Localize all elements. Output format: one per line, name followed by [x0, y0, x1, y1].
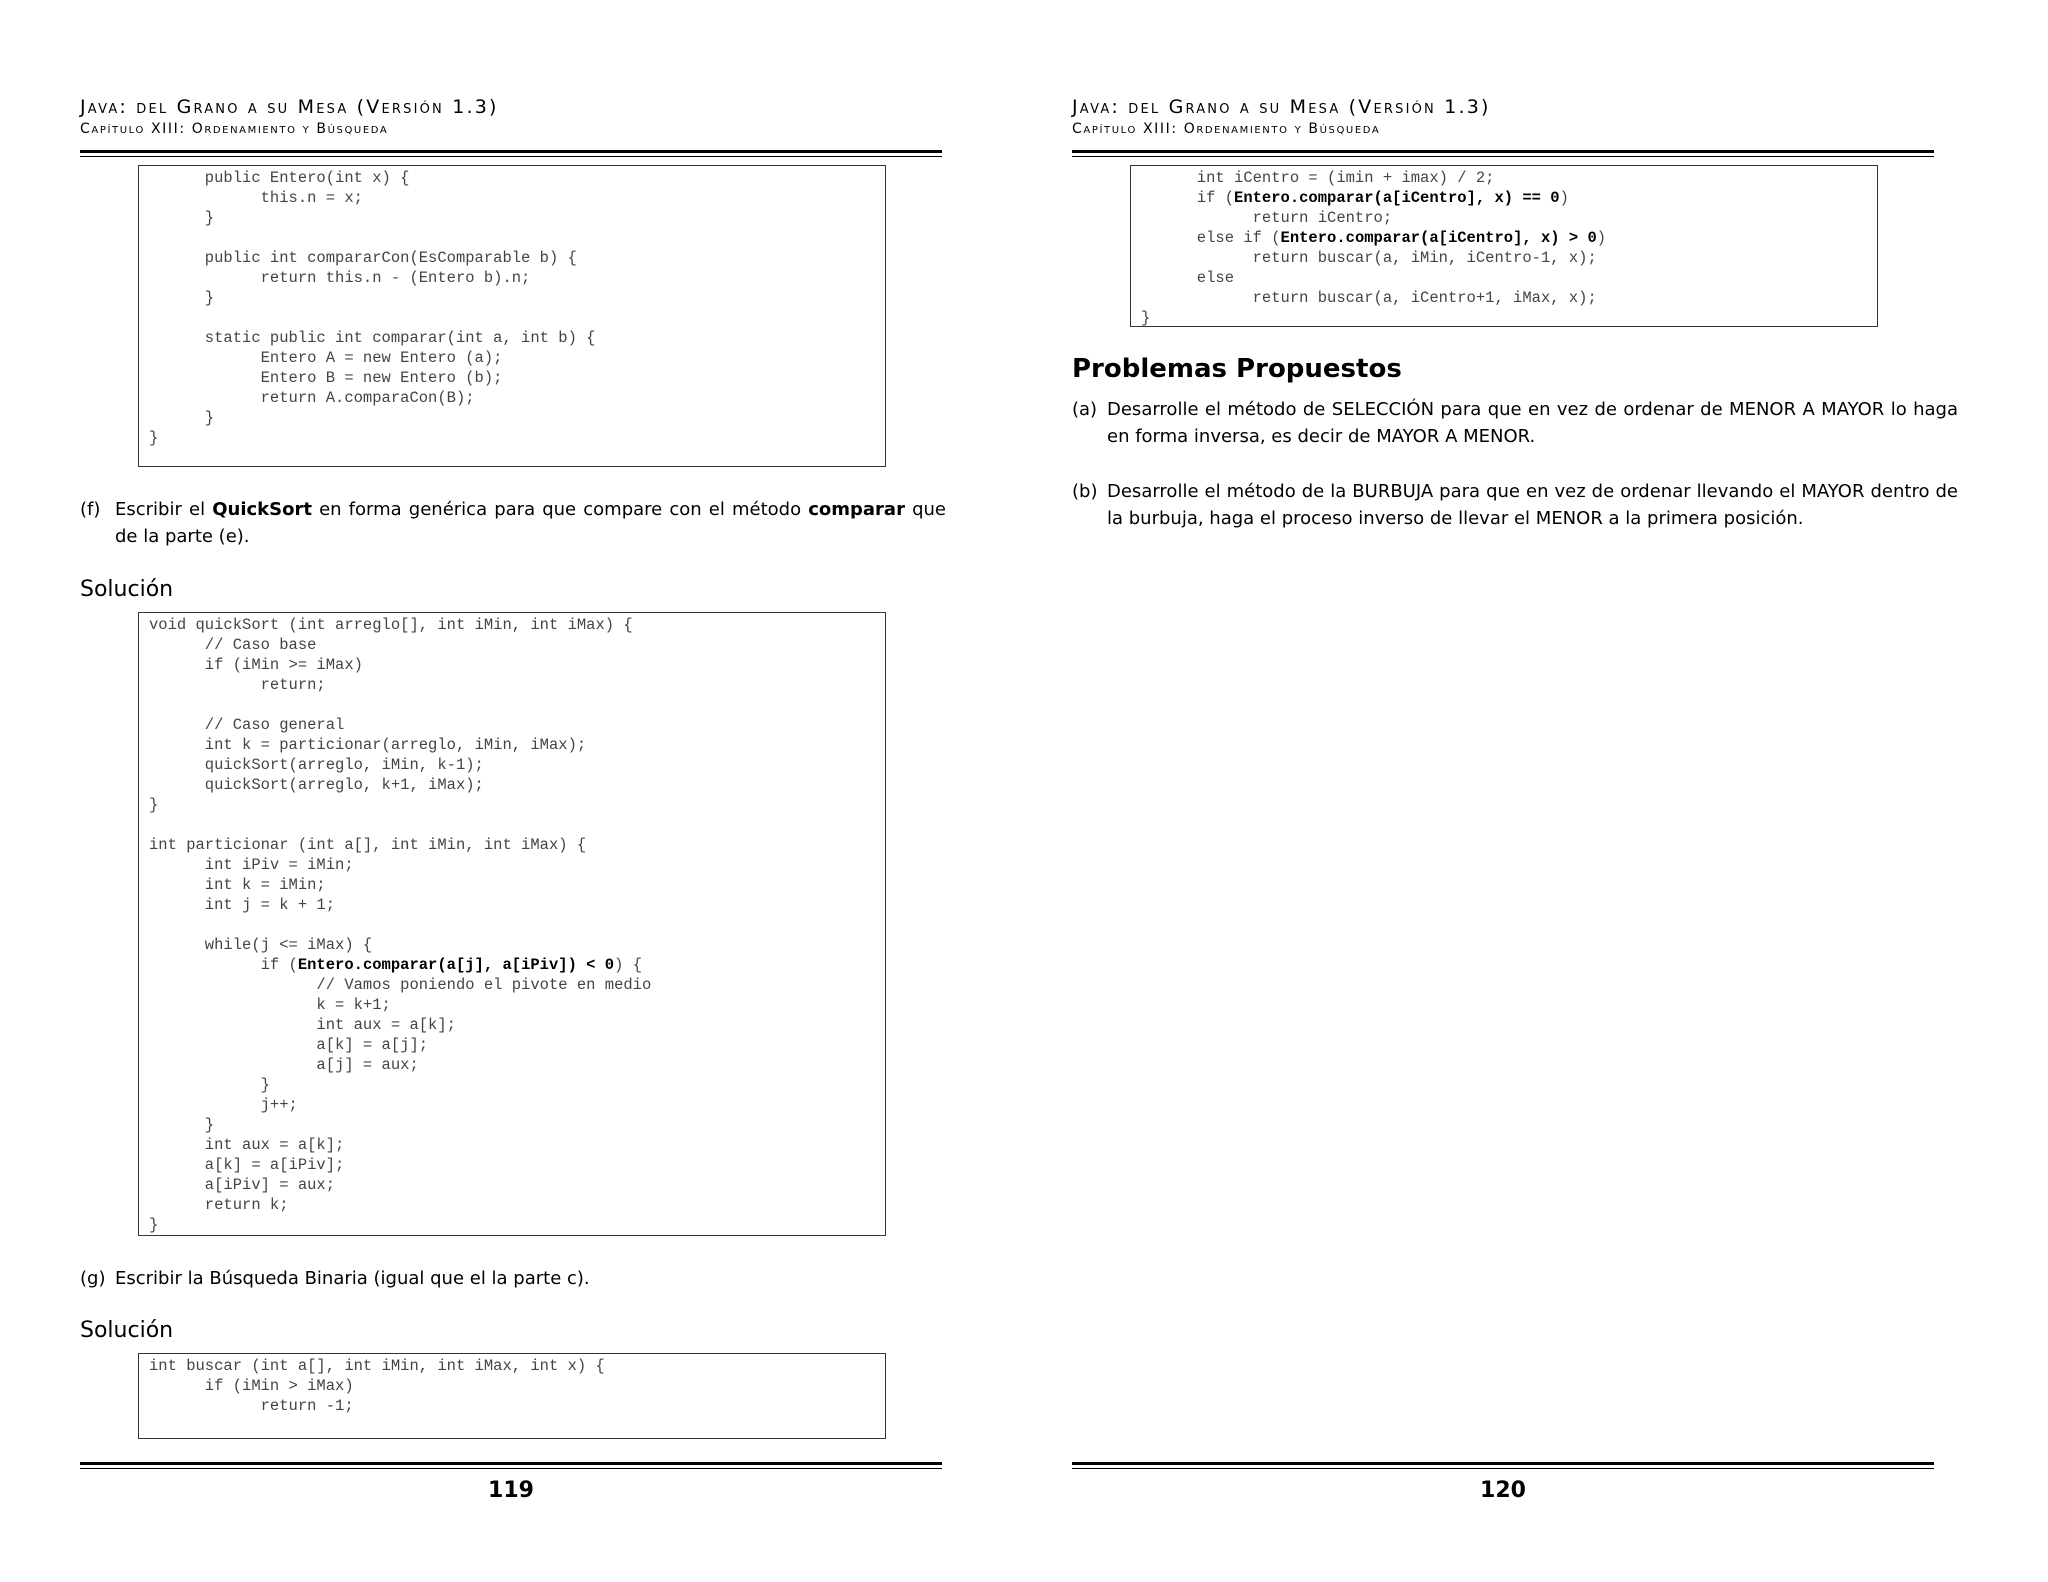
header-chapter: Capítulo XIII: Ordenamiento y Búsqueda — [1072, 121, 1381, 137]
problem-b-text: Desarrolle el método de la BURBUJA para que en vez de ordenar llevando el MAYOR dentro de la burbuja, haga el proceso inverso de llevar el MENOR a la primera posición. — [1107, 481, 1958, 529]
problem-b-label: (b) — [1072, 481, 1098, 502]
code-highlight-comparar: Entero.comparar(a[j], a[iPiv]) < 0 — [297, 956, 615, 974]
header-rule — [1072, 150, 1934, 157]
page-right — [1024, 0, 2048, 1582]
exercise-f-label: (f) — [80, 499, 101, 520]
code-highlight-eq: Entero.comparar(a[iCentro], x) == 0 — [1234, 189, 1560, 207]
problem-b — [1072, 478, 1958, 532]
code-highlight-gt: Entero.comparar(a[iCentro], x) > 0 — [1280, 229, 1597, 247]
problem-a-label: (a) — [1072, 399, 1098, 420]
quicksort-term: QuickSort — [212, 499, 312, 520]
solution-heading-2: Solución — [80, 1318, 174, 1343]
problem-a-text: Desarrolle el método de SELECCIÓN para que en vez de ordenar de MENOR A MAYOR lo haga en forma inversa, es decir de MAYOR A MENOR. — [1107, 399, 1958, 447]
header-title: Java: del Grano a su Mesa (Versión 1.3) — [1072, 96, 1491, 118]
code-block-buscar-cont: int iCentro = (imin + imax) / 2; if (Entero.comparar(a[iCentro], x) == 0) return iCentro; else if (Entero.comparar(a[iCentro], x) > 0) return buscar(a, iMin, iCentro-1, x); else return buscar(a, iCentro+1, iMax, x); } — [1130, 165, 1878, 327]
problemas-heading: Problemas Propuestos — [1072, 354, 1402, 384]
page-number: 119 — [488, 1478, 534, 1503]
header-rule — [80, 150, 942, 157]
exercise-f — [80, 496, 946, 550]
header-chapter: Capítulo XIII: Ordenamiento y Búsqueda — [80, 121, 389, 137]
footer-rule — [80, 1462, 942, 1469]
exercise-g-label: (g) — [80, 1268, 106, 1289]
page-number: 120 — [1480, 1478, 1526, 1503]
code-block-buscar: int buscar (int a[], int iMin, int iMax, int x) { if (iMin > iMax) return -1; — [138, 1353, 886, 1439]
comparar-term: comparar — [808, 499, 905, 520]
exercise-f-text: Escribir el QuickSort en forma genérica para que compare con el método comparar que de la parte (e). — [115, 499, 946, 547]
exercise-g-text: Escribir la Búsqueda Binaria (igual que el la parte c). — [115, 1268, 590, 1289]
header-title: Java: del Grano a su Mesa (Versión 1.3) — [80, 96, 499, 118]
solution-heading-1: Solución — [80, 577, 174, 602]
problem-a — [1072, 396, 1958, 450]
exercise-g — [80, 1265, 946, 1292]
code-block-quicksort: void quickSort (int arreglo[], int iMin, int iMax) { // Caso base if (iMin >= iMax) return; // Caso general int k = particionar(arreglo, iMin, iMax); quickSort(arreglo, iMin, k-1); quickSort(arreglo, k+1, iMax); } int particionar (int a[], int iMin, int iMax) { int iPiv = iMin; int k = iMin; int j = k + 1; while(j <= iMax) { if (Entero.comparar(a[j], a[iPiv]) < 0) { // Vamos poniendo el pivote en medio k = k+1; int aux = a[k]; a[k] = a[j]; a[j] = aux; } j++; } int aux = a[k]; a[k] = a[iPiv]; a[iPiv] = aux; return k; } — [138, 612, 886, 1236]
footer-rule — [1072, 1462, 1934, 1469]
code-block-entero: public Entero(int x) { this.n = x; } public int compararCon(EsComparable b) { return this.n - (Entero b).n; } static public int comparar(int a, int b) { Entero A = new Entero (a); Entero B = new Entero (b); return A.comparaCon(B); } } — [138, 165, 886, 467]
